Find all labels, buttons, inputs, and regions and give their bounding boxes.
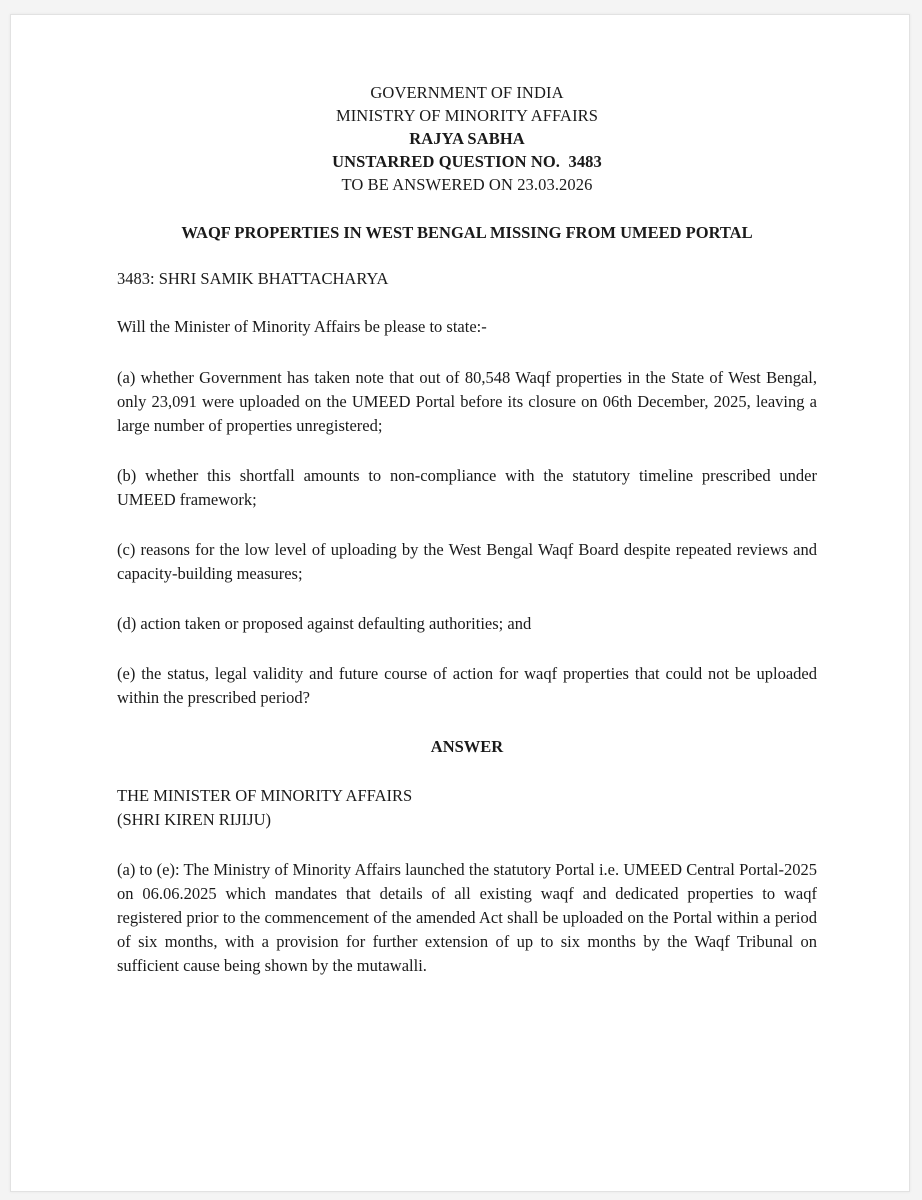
document-page bbox=[10, 14, 910, 1192]
question-part-e: (e) the status, legal validity and future course of action for waqf properties that could not be uploaded within the prescribed period? bbox=[117, 664, 817, 707]
question-intro: Will the Minister of Minority Affairs be please to state:- bbox=[117, 317, 487, 336]
question-part-d: (d) action taken or proposed against defaulting authorities; and bbox=[117, 614, 532, 633]
document-header bbox=[117, 81, 817, 196]
header-question-number: UNSTARRED QUESTION NO. 3483 bbox=[332, 152, 602, 171]
question-part-b: (b) whether this shortfall amounts to non-compliance with the statutory timeline prescribed under UMEED framework; bbox=[117, 466, 817, 509]
answer-heading: ANSWER bbox=[430, 737, 504, 756]
header-house: RAJYA SABHA bbox=[409, 129, 525, 148]
question-member: 3483: SHRI SAMIK BHATTACHARYA bbox=[117, 269, 389, 288]
question-part-c: (c) reasons for the low level of uploading by the West Bengal Waqf Board despite repeated reviews and capacity-building measures; bbox=[117, 540, 817, 583]
document-body bbox=[117, 81, 817, 978]
minister-name: (SHRI KIREN RIJIJU) bbox=[117, 810, 271, 829]
question-part-a: (a) whether Government has taken note that out of 80,548 Waqf properties in the State of West Bengal, only 23,091 were uploaded on the UMEED Portal before its closure on 06th December, 2025, leaving a large number of properties unregistered; bbox=[117, 368, 817, 435]
minister-block bbox=[117, 784, 817, 832]
answer-text: (a) to (e): The Ministry of Minority Affairs launched the statutory Portal i.e. UMEED Central Portal-2025 on 06.06.2025 which mandates that details of all existing waqf and dedicated properties to waqf registered prior to the commencement of the amended Act shall be uploaded on the Portal within a period of six months, with a provision for further extension of up to six months by the Waqf Tribunal on sufficient cause being shown by the mutawalli. bbox=[117, 860, 817, 975]
header-government: GOVERNMENT OF INDIA bbox=[370, 83, 564, 102]
minister-title: THE MINISTER OF MINORITY AFFAIRS bbox=[117, 786, 413, 805]
header-answer-date: TO BE ANSWERED ON 23.03.2026 bbox=[341, 175, 593, 194]
header-ministry: MINISTRY OF MINORITY AFFAIRS bbox=[335, 106, 599, 125]
question-title: WAQF PROPERTIES IN WEST BENGAL MISSING FROM UMEED PORTAL bbox=[181, 223, 753, 242]
